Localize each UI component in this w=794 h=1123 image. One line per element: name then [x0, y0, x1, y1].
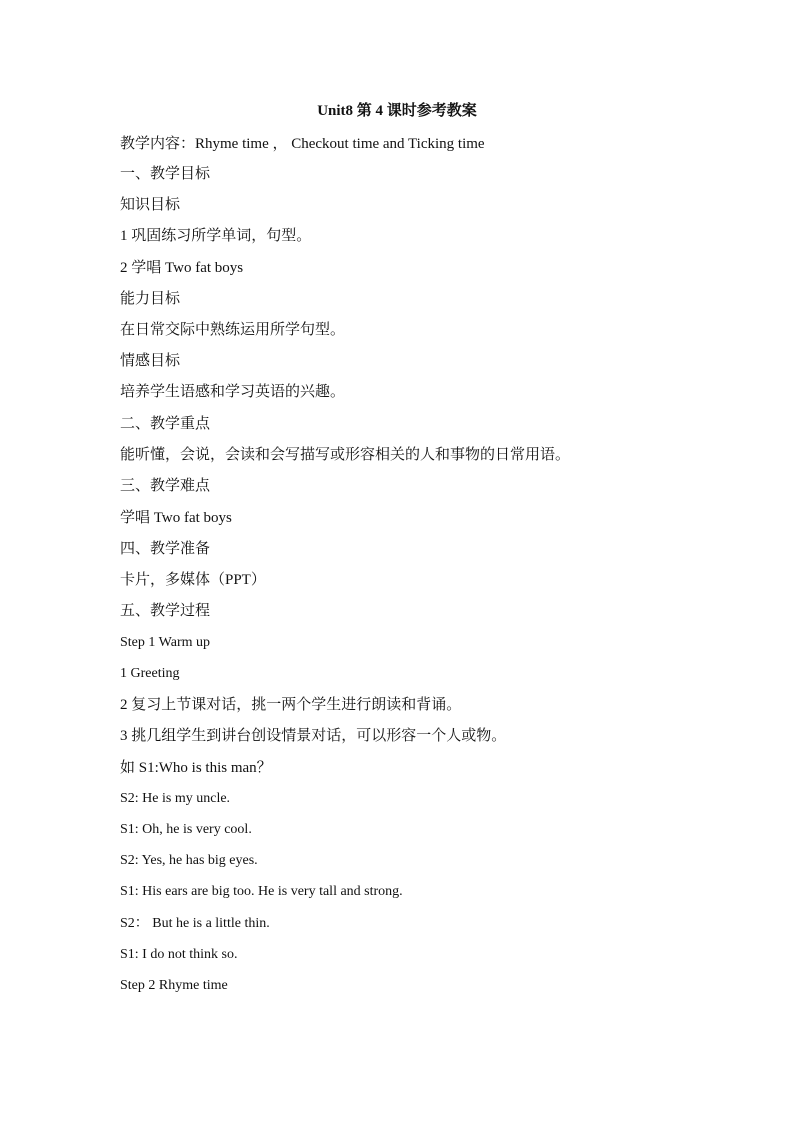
ability-objective-text: 在日常交际中熟练运用所学句型。: [120, 322, 346, 338]
step-2-heading: Step 2 Rhyme time: [120, 978, 228, 993]
preparation-text: 卡片，多媒体（PPT）: [120, 572, 266, 588]
subheading-knowledge-objectives: 知识目标: [120, 197, 181, 213]
subheading-ability-objectives: 能力目标: [120, 291, 181, 307]
step-1-heading: Step 1 Warm up: [120, 635, 210, 650]
difficulties-text: 学唱 Two fat boys: [120, 510, 232, 526]
knowledge-item-2: 2 学唱 Two fat boys: [120, 260, 244, 276]
emotional-objective-text: 培养学生语感和学习英语的兴趣。: [120, 384, 346, 400]
dialogue-line-7: S1: I do not think so.: [120, 947, 238, 962]
dialogue-line-3: S1: Oh, he is very cool.: [120, 822, 252, 837]
section-heading-process: 五、教学过程: [120, 603, 211, 619]
dialogue-line-6: S2： But he is a little thin.: [120, 916, 270, 931]
step-1-item-3: 3 挑几组学生到讲台创设情景对话，可以形容一个人或物。: [120, 728, 507, 744]
teaching-content: 教学内容：Rhyme time ， Checkout time and Ticking time: [120, 136, 485, 152]
key-points-text: 能听懂，会说，会读和会写描写或形容相关的人和事物的日常用语。: [120, 447, 571, 463]
dialogue-line-4: S2: Yes, he has big eyes.: [120, 853, 258, 868]
dialogue-line-1: 如 S1:Who is this man？: [120, 760, 272, 776]
knowledge-item-1: 1 巩固练习所学单词，句型。: [120, 228, 312, 244]
section-heading-difficulties: 三、教学难点: [120, 478, 211, 494]
document-title: Unit8 第 4 课时参考教案: [317, 103, 477, 119]
step-1-item-2: 2 复习上节课对话，挑一两个学生进行朗读和背诵。: [120, 697, 462, 713]
dialogue-line-5: S1: His ears are big too. He is very tall and strong.: [120, 884, 403, 899]
section-heading-preparation: 四、教学准备: [120, 541, 211, 557]
dialogue-line-2: S2: He is my uncle.: [120, 791, 231, 806]
section-heading-key-points: 二、教学重点: [120, 416, 211, 432]
subheading-emotional-objectives: 情感目标: [120, 353, 181, 369]
step-1-item-1: 1 Greeting: [120, 666, 180, 681]
section-heading-objectives: 一、教学目标: [120, 166, 211, 182]
